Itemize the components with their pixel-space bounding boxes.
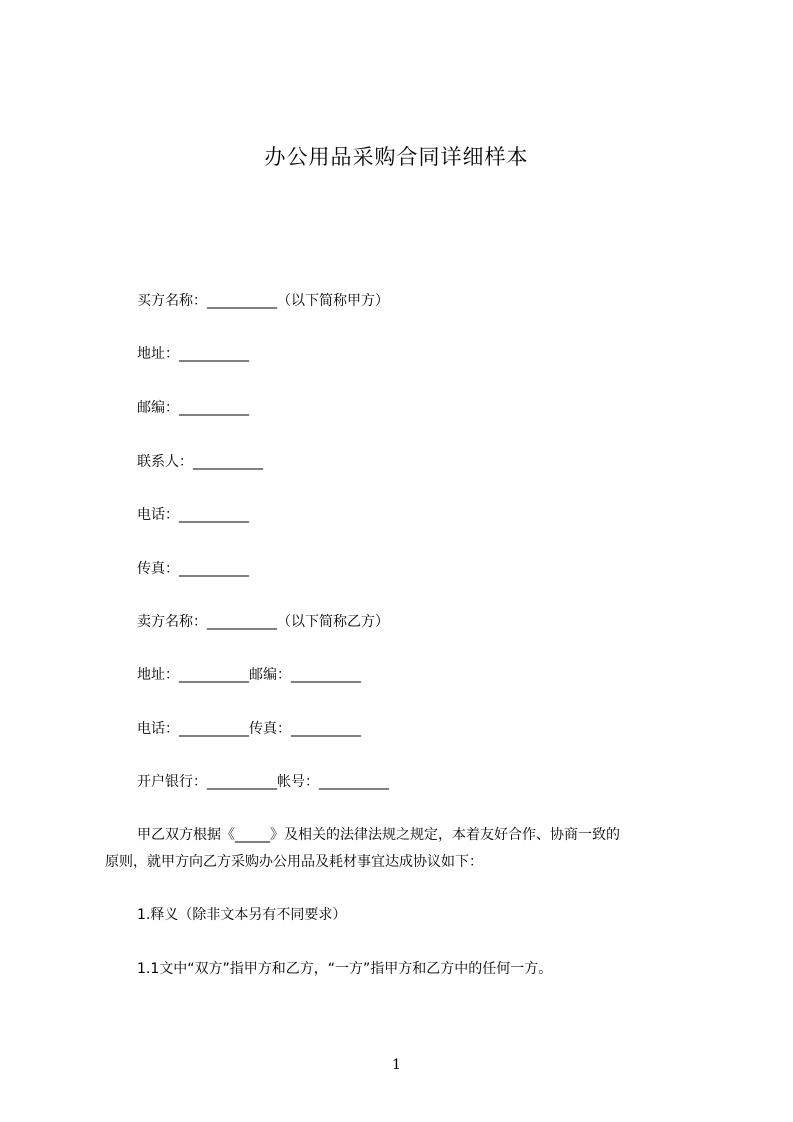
seller-name-line: 卖方名称：__________（以下简称乙方） (137, 614, 389, 630)
seller-address-postcode-line: 地址：__________邮编：__________ (137, 667, 361, 683)
buyer-fax-line: 传真：__________ (137, 561, 249, 577)
buyer-phone-line: 电话：__________ (137, 507, 249, 523)
clause-1-1: 1.1文中“双方”指甲方和乙方，“一方”指甲方和乙方中的任何一方。 (137, 961, 553, 977)
seller-phone-fax-line: 电话：__________传真：__________ (137, 721, 361, 737)
buyer-address-line: 地址：__________ (137, 346, 249, 362)
seller-bank-account-line: 开户银行：__________帐号：__________ (137, 774, 389, 790)
preamble-line-1-text: 甲乙双方根据《_____》及相关的法律法规之规定，本着友好合作、协商一致的 (137, 827, 620, 843)
preamble-line-1 (105, 825, 705, 845)
buyer-contact-line: 联系人：__________ (137, 454, 263, 470)
buyer-name-line: 买方名称：__________（以下简称甲方） (137, 293, 389, 309)
document-title: 办公用品采购合同详细样本 (264, 145, 529, 169)
buyer-postcode-line: 邮编：__________ (137, 400, 249, 416)
page-number: 1 (392, 1057, 401, 1073)
preamble-line-2: 原则，就甲方向乙方采购办公用品及耗材事宜达成协议如下： (105, 854, 483, 870)
clause-1-heading: 1.释义（除非文本另有不同要求） (137, 907, 347, 923)
